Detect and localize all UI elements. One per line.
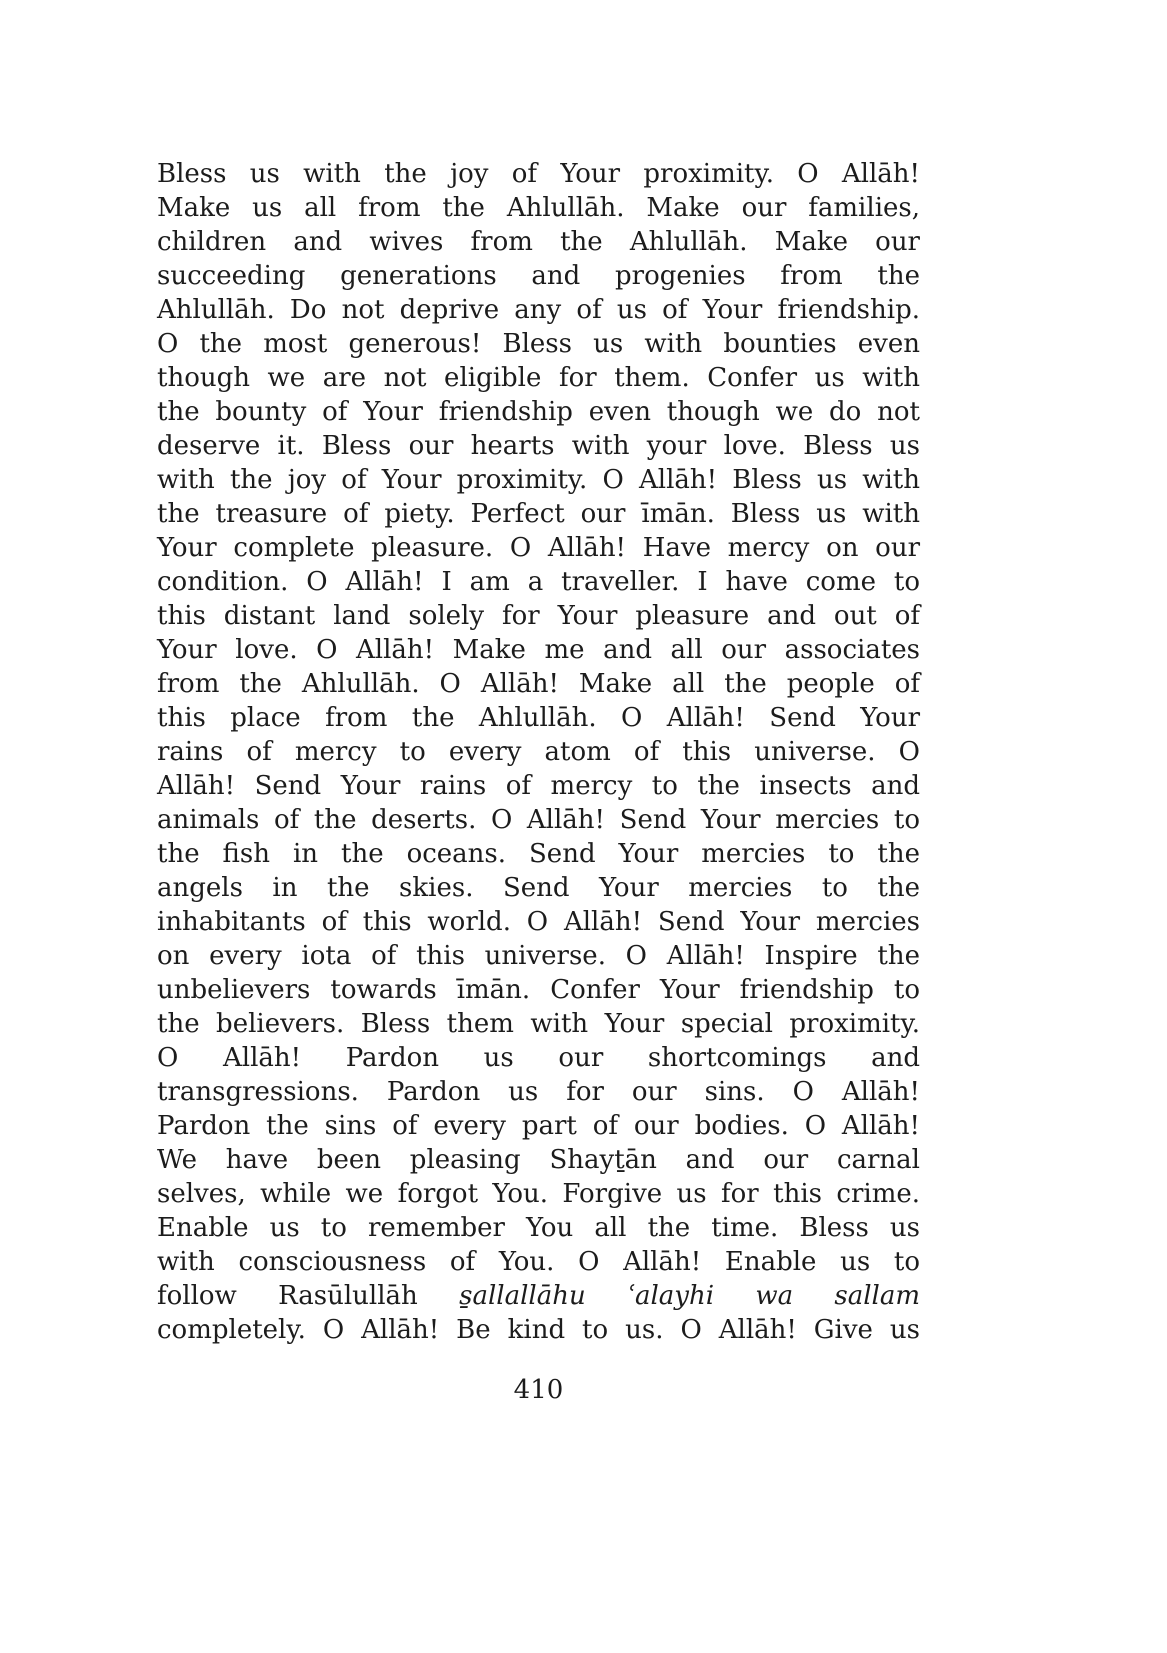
text-line: on every iota of this universe. O Allāh! Inspire the [157,941,920,971]
text-line: inhabitants of this world. O Allāh! Send Your mercies [157,907,920,937]
text-line: O the most generous! Bless us with bounties even [157,329,920,359]
text-line: Make us all from the Ahlullāh. Make our families, [157,193,920,223]
text-line: though we are not eligible for them. Confer us with [157,363,920,393]
text-line: animals of the deserts. O Allāh! Send Your mercies to [157,805,920,835]
text-line: from the Ahlullāh. O Allāh! Make all the people of [157,669,920,699]
text-line: Pardon the sins of every part of our bodies. O Allāh! [157,1111,920,1141]
salutation-italic-segment: s̱allallāhu ʿalayhi wa sallam [459,1281,921,1311]
body-text [157,157,920,1347]
text-line [157,1279,920,1313]
text-line: O Allāh! Pardon us our shortcomings and [157,1043,920,1073]
text-line: children and wives from the Ahlullāh. Make our [157,227,920,257]
text-line: this distant land solely for Your pleasure and out of [157,601,920,631]
text-line: We have been pleasing Shayṯān and our carnal [157,1145,920,1175]
page-number: 410 [513,1375,564,1405]
text-line: with consciousness of You. O Allāh! Enable us to [157,1247,920,1277]
text-line: Your love. O Allāh! Make me and all our associates [157,635,920,665]
text-line: Allāh! Send Your rains of mercy to the insects and [157,771,920,801]
text-line: selves, while we forgot You. Forgive us for this crime. [157,1179,920,1209]
text-line: angels in the skies. Send Your mercies to the [157,873,920,903]
text-line: completely. O Allāh! Be kind to us. O Allāh! Give us [157,1315,920,1345]
text-line: Bless us with the joy of Your proximity. O Allāh! [157,159,920,189]
text-line: condition. O Allāh! I am a traveller. I have come to [157,567,920,597]
text-line: this place from the Ahlullāh. O Allāh! Send Your [157,703,920,733]
text-line: transgressions. Pardon us for our sins. O Allāh! [157,1077,920,1107]
line-regular-segment: follow Rasūlullāh [157,1281,418,1311]
text-line: rains of mercy to every atom of this universe. O [157,737,920,767]
text-line: the bounty of Your friendship even though we do not [157,397,920,427]
text-line: the fish in the oceans. Send Your mercies to the [157,839,920,869]
text-line: succeeding generations and progenies from the [157,261,920,291]
text-line: Your complete pleasure. O Allāh! Have mercy on our [157,533,920,563]
text-line: the treasure of piety. Perfect our īmān. Bless us with [157,499,920,529]
text-line: unbelievers towards īmān. Confer Your friendship to [157,975,920,1005]
text-line: the believers. Bless them with Your special proximity. [157,1009,920,1039]
text-line: with the joy of Your proximity. O Allāh! Bless us with [157,465,920,495]
text-line: Enable us to remember You all the time. Bless us [157,1213,920,1243]
text-line: deserve it. Bless our hearts with your love. Bless us [157,431,920,461]
text-line: Ahlullāh. Do not deprive any of us of Your friendship. [157,295,920,325]
